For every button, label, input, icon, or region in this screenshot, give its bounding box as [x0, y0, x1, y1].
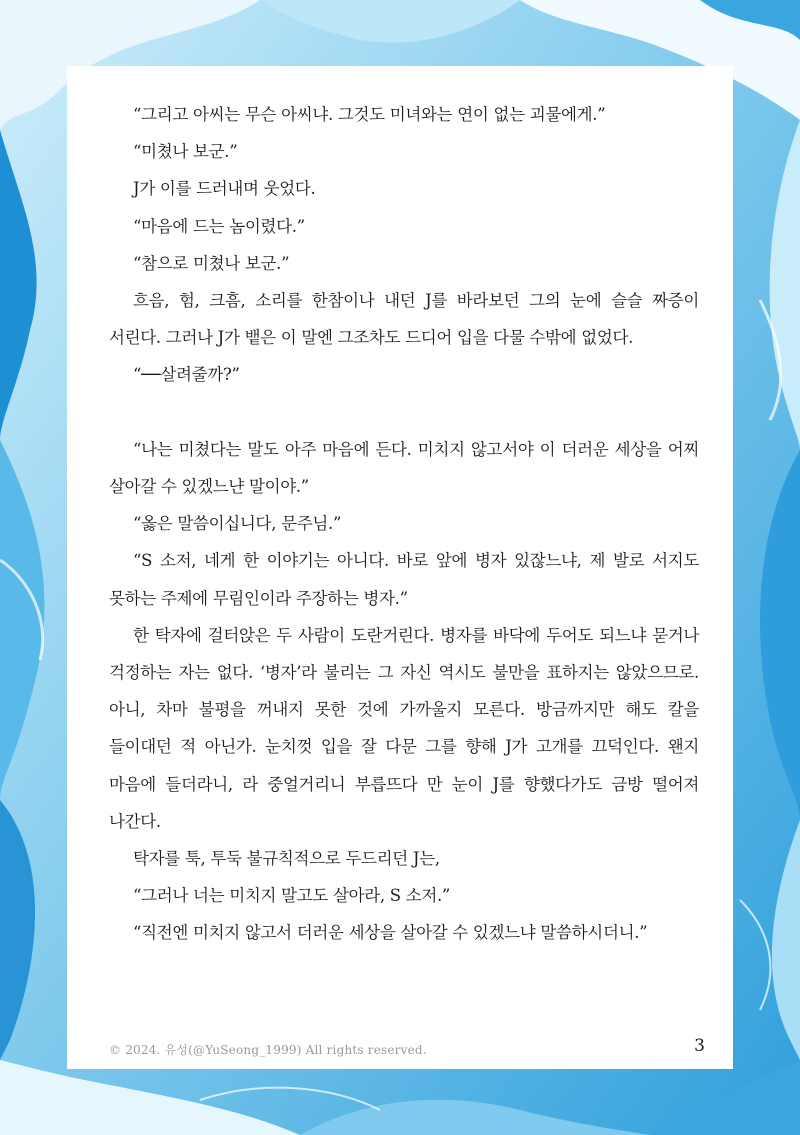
paragraph: “──살려줄까?”: [133, 365, 240, 385]
paragraph: 한 탁자에 걸터앉은 두 사람이 도란거린다. 병자를 바닥에 두어도 되느냐 묻거나 걱정하는 자는 없다. ‘병자’라 불리는 그 자신 역시도 불만을 표하지는 않았으므로. 아니, 차마 불평을 꺼내지 못한 것에 가까울지 모른다. 방금까지만 해도 칼을 들이대던 적 아닌가. 눈치껏 입을 잘 다문 그를 향해 J가 고개를 끄덕인다. 왠지 마음에 들더라니, 라 중얼거리니 부릅뜨다 만 눈이 J를 향했다가도 금방 떨어져 나간다.: [109, 625, 699, 831]
paragraph: “참으로 미쳤나 보군.”: [133, 253, 290, 273]
paragraph: 흐음, 험, 크흠, 소리를 한참이나 내던 J를 바라보던 그의 눈에 슬슬 짜증이 서린다. 그러나 J가 뱉은 이 말엔 그조차도 드디어 입을 다물 수밖에 없었다.: [109, 291, 699, 348]
paragraph: “미쳤나 보군.”: [133, 142, 238, 162]
paragraph: “S 소저, 네게 한 이야기는 아니다. 바로 앞에 병자 있잖느냐, 제 발로 서지도 못하는 주제에 무림인이라 주장하는 병자.”: [109, 551, 699, 608]
paragraph: “나는 미쳤다는 말도 아주 마음에 든다. 미치지 않고서야 이 더러운 세상을 어찌 살아갈 수 있겠느냔 말이야.”: [109, 439, 699, 497]
body-text: [109, 96, 699, 952]
paragraph: “직전엔 미치지 않고서 더러운 세상을 살아갈 수 있겠느냐 말씀하시더니.”: [133, 923, 648, 943]
paragraph-gap: [109, 394, 699, 431]
page-number: 3: [694, 1036, 705, 1056]
copyright-notice: © 2024. 유성(@YuSeong_1999) All rights reserved.: [109, 1043, 427, 1057]
paragraph: “마음에 드는 놈이렸다.”: [133, 216, 305, 236]
paragraph: J가 이를 드러내며 웃었다.: [133, 179, 316, 199]
document-page: [67, 66, 733, 1069]
paragraph: “그리고 아씨는 무슨 아씨냐. 그것도 미녀와는 연이 없는 괴물에게.”: [133, 105, 606, 124]
paragraph: 탁자를 툭, 투둑 불규칙적으로 두드리던 J는,: [133, 849, 440, 869]
paragraph: “그러나 너는 미치지 말고도 살아라, S 소저.”: [133, 886, 451, 906]
paragraph: “옳은 말씀이십니다, 문주님.”: [133, 514, 342, 534]
